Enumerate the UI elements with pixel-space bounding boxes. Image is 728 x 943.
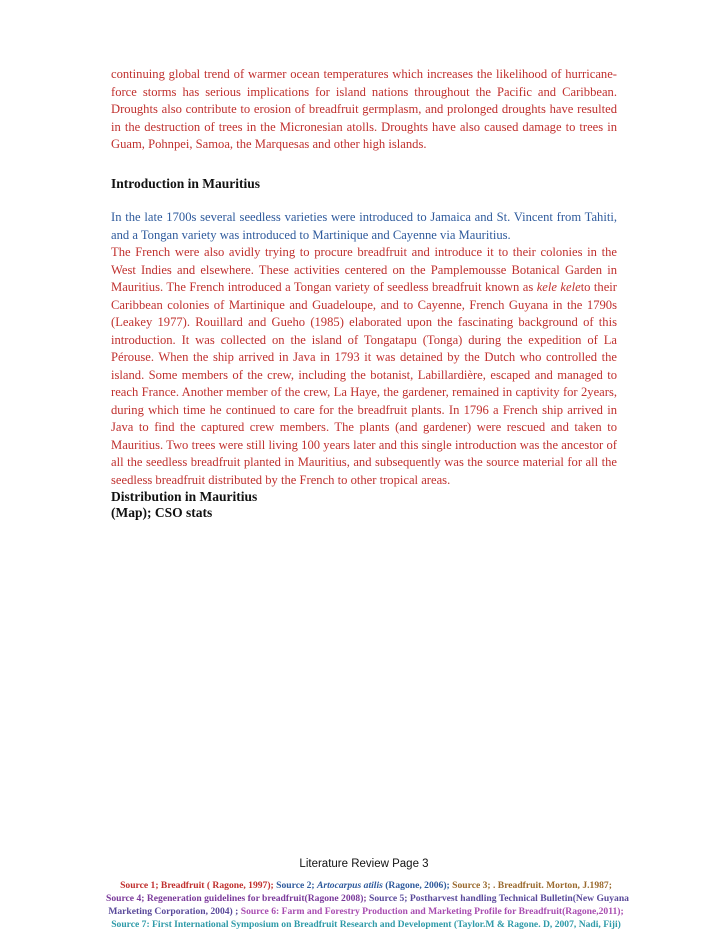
distribution-heading: Distribution in Mauritius [111, 489, 258, 504]
source-2 [276, 880, 450, 891]
top-paragraph: continuing global trend of warmer ocean temperatures which increases the likelihood of hurricane-force storms has serious implications for island nations throughout the Pacific and Caribbean. Droughts also contribute to erosion of breadfruit germplasm, and prolonged droughts have resulted in the destruction of trees in the Micronesian atolls. Droughts have also caused damage to trees in Guam, Pohnpei, Samoa, the Marquesas and other high islands. [111, 67, 617, 151]
intro-blue-text: In the late 1700s several seedless varieties were introduced to Jamaica and St. Vincent from Tahiti, and a Tongan variety was introduced to Martinique and Cayenne via Mauritius. [111, 210, 617, 242]
source-4: Source 4; Regeneration guidelines for breadfruit(Ragone 2008); [106, 893, 367, 904]
sources-line-3 [106, 905, 626, 918]
source-5a: Source 5; Postharvest handling Technical Bulletin(New Guyana [369, 893, 629, 904]
source-3: Source 3; . Breadfruit. Morton, J.1987; [452, 880, 612, 891]
intro-red-text-2: to their Caribbean colonies of Martinique and Guadeloupe, and to Cayenne, French Guyana in the 1790s (Leakey 1977). Rouillard and Gueho (1985) elaborated upon the fascinating background of this introduction. It was collected on the island of Tongatapu (Tonga) during the expedition of La Pérouse. When the ship arrived in Java in 1793 it was detained by the Dutch who controlled the island. Some members of the crew, including the botanist, Labillardière, escaped and managed to reach France. Another member of the crew, La Haye, the gardener, remained in captivity for 2years, during which time he continued to care for the breadfruit plants. In 1796 a French ship arrived in Java to find the captured crew members. The plants (and gardener) were rescued and taken to Mauritius. Two trees were still living 100 years later and this single introduction was the ancestor of all the seedless breadfruit planted in Mauritius, and subsequently was the source material for all the seedless breadfruit distributed by the French to other tropical areas. [111, 280, 618, 487]
source-2-cite: (Ragone, 2006); [382, 880, 450, 891]
source-6: Source 6: Farm and Forestry Production and Marketing Profile for Breadfruit(Ragone,2011); [240, 906, 624, 917]
intro-body [111, 209, 617, 489]
source-5b: Marketing Corporation, 2004) ; [108, 906, 239, 917]
intro-italic-term: kele kele [536, 280, 581, 294]
footer-sources [106, 879, 629, 931]
sources-line-1 [106, 879, 626, 892]
footer-page-label: Literature Review Page 3 [299, 858, 429, 870]
intro-heading: Introduction in Mauritius [111, 176, 261, 191]
source-2-title: Artocarpus atilis [317, 880, 383, 891]
source-1: Source 1; Breadfruit ( Ragone, 1997); [120, 880, 274, 891]
intro-red-text-1: The French were also avidly trying to procure breadfruit and introduce it to their colonies in the West Indies and elsewhere. These activities centered on the Pamplemousse Botanical Garden in Mauritius. The French introduced a Tongan variety of seedless breadfruit known as [111, 245, 617, 294]
sources-line-4 [106, 918, 626, 931]
source-2-label: Source 2; [276, 880, 317, 891]
source-7: Source 7: First International Symposium on Breadfruit Research and Development (Taylor.M & Ragone. D, 2007, Nadi, Fiji) [111, 919, 621, 930]
sources-line-2 [106, 892, 629, 905]
distribution-subheading: (Map); CSO stats [111, 505, 213, 520]
